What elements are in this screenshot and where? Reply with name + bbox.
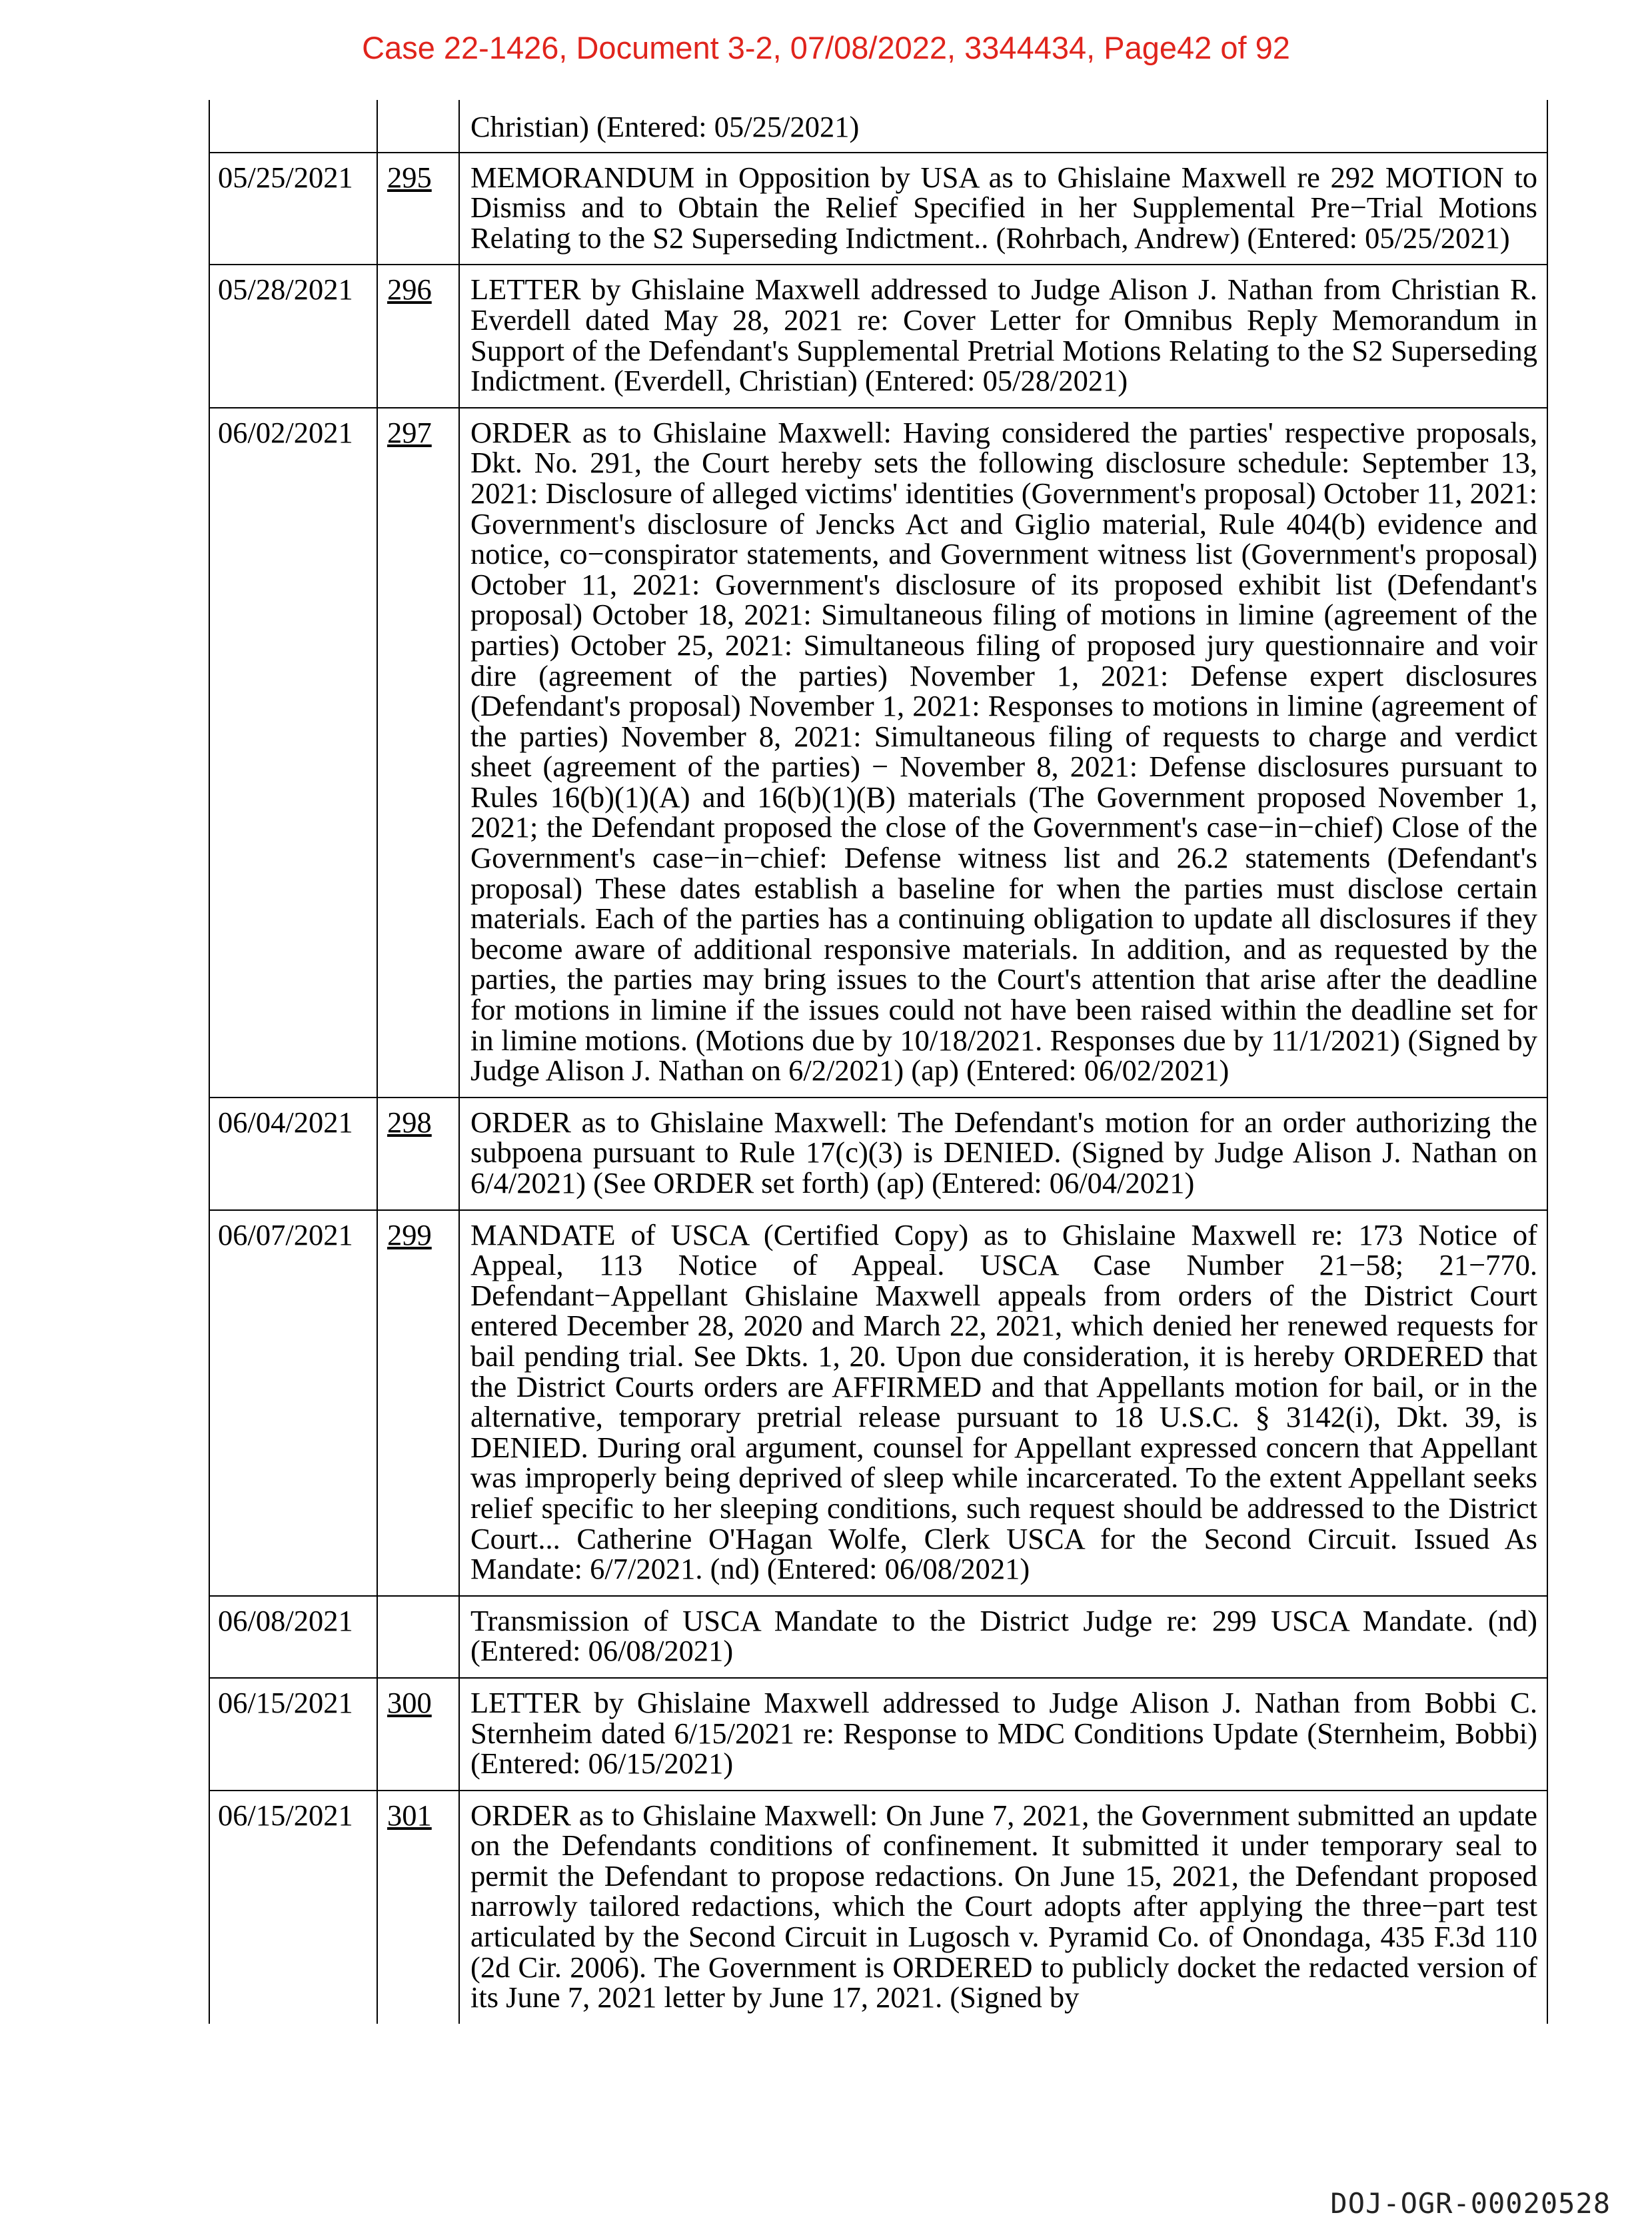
bates-number: DOJ-OGR-00020528 (1330, 2187, 1611, 2220)
entry-number-link[interactable]: 295 (387, 160, 432, 194)
docket-row (209, 1098, 1547, 1210)
entry-number-link[interactable]: 301 (387, 1798, 432, 1832)
entry-date: 05/28/2021 (209, 265, 377, 407)
entry-text: ORDER as to Ghislaine Maxwell: Having considered the parties' respective proposals, Dkt. No. 291, the Court hereby sets the following disclosure schedule: September 13, 2021: Disclosure of alleged victims' identities (Government's proposal) October 11, 2021: Government's disclosure of Jencks Act and Giglio material, Rule 404(b) evidence and notice, co−conspirator statements, and Government witness list (Government's proposal) October 11, 2021: Government's disclosure of its proposed exhibit list (Defendant's proposal) October 18, 2021: Simultaneous filing of motions in limine (agreement of the parties) October 25, 2021: Simultaneous filing of proposed jury questionnaire and voir dire (agreement of the parties) November 1, 2021: Defense expert disclosures (Defendant's proposal) November 1, 2021: Responses to motions in limine (agreement of the parties) November 8, 2021: Simultaneous filing of requests to charge and verdict sheet (agreement of the parties) − November 8, 2021: Defense disclosures pursuant to Rules 16(b)(1)(A) and 16(b)(1)(B) materials (The Government proposed November 1, 2021; the Defendant proposed the close of the Government's case−in−chief) Close of the Government's case−in−chief: Defense witness list and 26.2 statements (Defendant's proposal) These dates establish a baseline for when the parties must disclose certain materials. Each of the parties has a continuing obligation to update all disclosures if they become aware of additional responsive materials. In addition, and as requested by the parties, the parties may bring issues to the Court's attention that arise after the deadline for motions in limine if the issues could not have been raised within the deadline set for in limine motions. (Motions due by 10/18/2021. Responses due by 11/1/2021) (Signed by Judge Alison J. Nathan on 6/2/2021) (ap) (Entered: 06/02/2021) (459, 408, 1547, 1098)
entry-date: 05/25/2021 (209, 153, 377, 265)
entry-text: ORDER as to Ghislaine Maxwell: On June 7, 2021, the Government submitted an update on the Defendants conditions of confinement. It submitted it under temporary seal to permit the Defendant to propose redactions. On June 15, 2021, the Defendant proposed narrowly tailored redactions, which the Court adopts after applying the three−part test articulated by the Second Circuit in Lugosch v. Pyramid Co. of Onondaga, 435 F.3d 110 (2d Cir. 2006). The Government is ORDERED to publicly docket the redacted version of its June 7, 2021 letter by June 17, 2021. (Signed by (459, 1791, 1547, 2024)
entry-number (377, 1678, 459, 1791)
entry-number-link[interactable]: 296 (387, 273, 432, 307)
entry-number (377, 265, 459, 407)
entry-text: Christian) (Entered: 05/25/2021) (459, 100, 1547, 153)
docket-row (209, 1678, 1547, 1791)
entry-number-link[interactable]: 297 (387, 415, 432, 449)
entry-date (209, 100, 377, 153)
docket-table (209, 100, 1548, 2024)
docket-row (209, 1791, 1547, 2024)
docket-row (209, 100, 1547, 153)
entry-number (377, 153, 459, 265)
docket-row (209, 1596, 1547, 1678)
entry-number (377, 408, 459, 1098)
docket-row (209, 265, 1547, 407)
entry-number (377, 1596, 459, 1678)
entry-number (377, 100, 459, 153)
entry-date: 06/15/2021 (209, 1678, 377, 1791)
docket-row (209, 153, 1547, 265)
entry-date: 06/15/2021 (209, 1791, 377, 2024)
entry-number-link[interactable]: 298 (387, 1105, 432, 1139)
entry-date: 06/07/2021 (209, 1210, 377, 1596)
entry-text: Transmission of USCA Mandate to the District Judge re: 299 USCA Mandate. (nd) (Entered: 06/08/2021) (459, 1596, 1547, 1678)
entry-number-link[interactable]: 299 (387, 1217, 432, 1251)
entry-number-link[interactable]: 300 (387, 1685, 432, 1719)
entry-text: LETTER by Ghislaine Maxwell addressed to Judge Alison J. Nathan from Christian R. Everdell dated May 28, 2021 re: Cover Letter for Omnibus Reply Memorandum in Support of the Defendant's Supplemental Pretrial Motions Relating to the S2 Superseding Indictment. (Everdell, Christian) (Entered: 05/28/2021) (459, 265, 1547, 407)
entry-number (377, 1791, 459, 2024)
entry-date: 06/08/2021 (209, 1596, 377, 1678)
entry-text: MANDATE of USCA (Certified Copy) as to Ghislaine Maxwell re: 173 Notice of Appeal, 113 Notice of Appeal. USCA Case Number 21−58; 21−770. Defendant−Appellant Ghislaine Maxwell appeals from orders of the District Court entered December 28, 2020 and March 22, 2021, which denied her renewed requests for bail pending trial. See Dkts. 1, 20. Upon due consideration, it is hereby ORDERED that the District Courts orders are AFFIRMED and that Appellants motion for bail, or in the alternative, temporary pretrial release pursuant to 18 U.S.C. § 3142(i), Dkt. 39, is DENIED. During oral argument, counsel for Appellant expressed concern that Appellant was improperly being deprived of sleep while incarcerated. To the extent Appellant seeks relief specific to her sleeping conditions, such request should be addressed to the District Court... Catherine O'Hagan Wolfe, Clerk USCA for the Second Circuit. Issued As Mandate: 6/7/2021. (nd) (Entered: 06/08/2021) (459, 1210, 1547, 1596)
docket-row (209, 1210, 1547, 1596)
entry-text: MEMORANDUM in Opposition by USA as to Ghislaine Maxwell re 292 MOTION to Dismiss and to Obtain the Relief Specified in her Supplemental Pre−Trial Motions Relating to the S2 Superseding Indictment.. (Rohrbach, Andrew) (Entered: 05/25/2021) (459, 153, 1547, 265)
entry-number (377, 1210, 459, 1596)
entry-date: 06/04/2021 (209, 1098, 377, 1210)
entry-number (377, 1098, 459, 1210)
entry-date: 06/02/2021 (209, 408, 377, 1098)
case-header: Case 22-1426, Document 3-2, 07/08/2022, 3344434, Page42 of 92 (362, 30, 1290, 65)
docket-row (209, 408, 1547, 1098)
entry-text: ORDER as to Ghislaine Maxwell: The Defendant's motion for an order authorizing the subpoena pursuant to Rule 17(c)(3) is DENIED. (Signed by Judge Alison J. Nathan on 6/4/2021) (See ORDER set forth) (ap) (Entered: 06/04/2021) (459, 1098, 1547, 1210)
entry-text: LETTER by Ghislaine Maxwell addressed to Judge Alison J. Nathan from Bobbi C. Sternheim dated 6/15/2021 re: Response to MDC Conditions Update (Sternheim, Bobbi) (Entered: 06/15/2021) (459, 1678, 1547, 1791)
